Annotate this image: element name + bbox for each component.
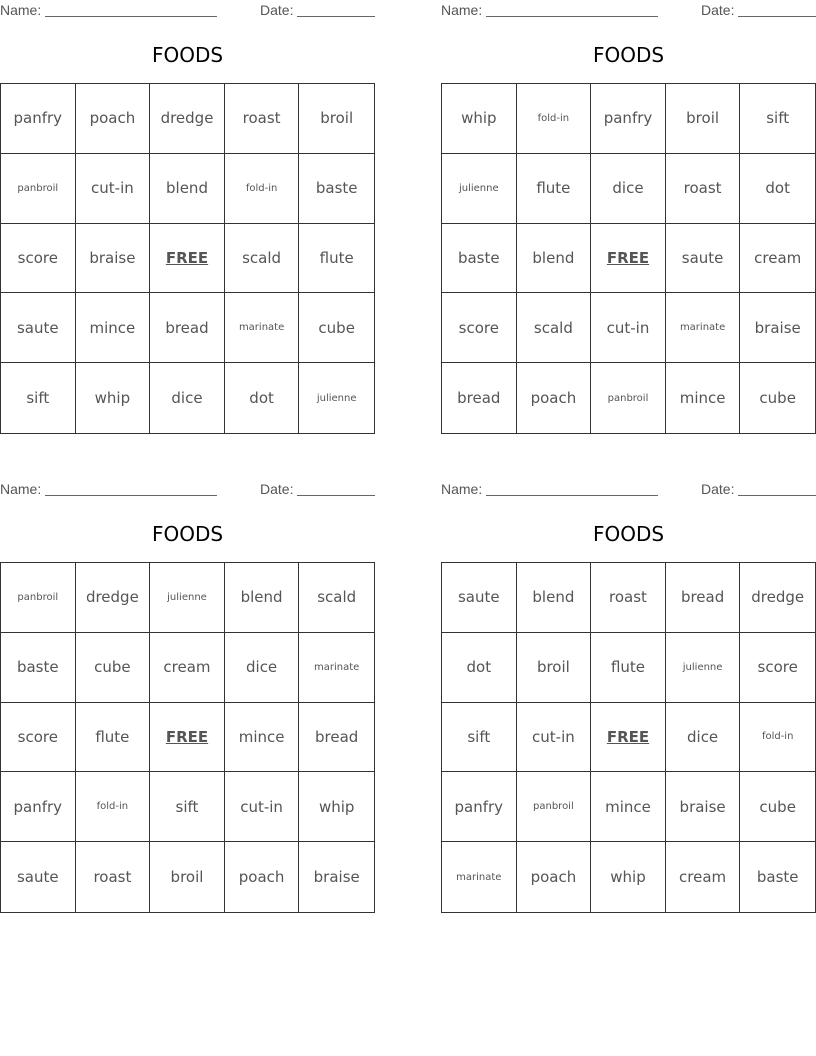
bingo-cell: blend: [517, 224, 592, 294]
bingo-cell: cube: [740, 772, 815, 842]
bingo-cell: flute: [76, 703, 151, 773]
bingo-cell: bread: [666, 563, 741, 633]
bingo-cell: cube: [76, 633, 151, 703]
bingo-cell: dredge: [150, 84, 225, 154]
bingo-cell: broil: [666, 84, 741, 154]
bingo-cell: score: [442, 293, 517, 363]
bingo-cell: roast: [591, 563, 666, 633]
bingo-cell: sift: [442, 703, 517, 773]
bingo-cell: dot: [225, 363, 300, 433]
bingo-cell: cream: [740, 224, 815, 294]
bingo-cell: roast: [225, 84, 300, 154]
bingo-cell: saute: [442, 563, 517, 633]
bingo-cell: poach: [76, 84, 151, 154]
free-space-cell: FREE: [591, 224, 666, 294]
card-title: FOODS: [592, 43, 665, 67]
bingo-cell: panbroil: [591, 363, 666, 433]
bingo-cell: dice: [591, 154, 666, 224]
free-space-cell: FREE: [150, 224, 225, 294]
bingo-cell: panfry: [442, 772, 517, 842]
bingo-cell: broil: [150, 842, 225, 912]
bingo-cell: broil: [299, 84, 374, 154]
name-field-line: [45, 16, 217, 17]
bingo-cell: bread: [299, 703, 374, 773]
bingo-card: [0, 479, 375, 919]
name-field-line: [486, 16, 658, 17]
bingo-card: [441, 0, 816, 440]
bingo-cell: whip: [591, 842, 666, 912]
date-field-line: [297, 495, 375, 496]
bingo-cell: marinate: [442, 842, 517, 912]
bingo-cell: cut-in: [517, 703, 592, 773]
card-header: [441, 479, 816, 501]
date-label: Date:: [260, 481, 294, 497]
bingo-cell: marinate: [299, 633, 374, 703]
bingo-cell: whip: [442, 84, 517, 154]
bingo-cell: blend: [225, 563, 300, 633]
bingo-cell: scald: [225, 224, 300, 294]
bingo-cell: poach: [517, 842, 592, 912]
date-label: Date:: [260, 2, 294, 18]
date-label: Date:: [701, 481, 735, 497]
free-space-cell: FREE: [150, 703, 225, 773]
bingo-cell: mince: [591, 772, 666, 842]
bingo-cell: poach: [517, 363, 592, 433]
bingo-cell: cut-in: [76, 154, 151, 224]
name-label: Name:: [441, 2, 483, 18]
card-title: FOODS: [151, 43, 224, 67]
bingo-cell: marinate: [666, 293, 741, 363]
bingo-cell: mince: [76, 293, 151, 363]
bingo-cell: bread: [442, 363, 517, 433]
bingo-cell: cube: [759, 389, 796, 408]
bingo-cell: flute: [517, 154, 592, 224]
name-field-line: [486, 495, 658, 496]
card-header: [0, 479, 375, 501]
bingo-cell: cream: [666, 842, 741, 912]
bingo-cell: dot: [740, 154, 815, 224]
bingo-cell: flute: [591, 633, 666, 703]
bingo-cell: fold-in: [76, 772, 151, 842]
bingo-cell: marinate: [225, 293, 300, 363]
bingo-grid: [0, 562, 375, 913]
bingo-cell: sift: [1, 363, 76, 433]
free-space-cell: FREE: [591, 703, 666, 773]
date-label: Date:: [701, 2, 735, 18]
bingo-grid: [0, 83, 375, 434]
bingo-cell: score: [1, 703, 76, 773]
bingo-cell: fold-in: [517, 84, 592, 154]
bingo-cell: mince: [666, 363, 741, 433]
bingo-cell: julienne: [316, 392, 357, 404]
bingo-cell: baste: [442, 224, 517, 294]
bingo-cell: panbroil: [1, 563, 76, 633]
date-field-line: [738, 16, 816, 17]
bingo-cell: saute: [1, 842, 76, 912]
bingo-cell: blend: [517, 563, 592, 633]
bingo-cell: panbroil: [1, 154, 76, 224]
bingo-cell: cream: [150, 633, 225, 703]
bingo-cell: blend: [150, 154, 225, 224]
bingo-cell: fold-in: [740, 703, 815, 773]
bingo-cell: braise: [666, 772, 741, 842]
name-label: Name:: [0, 481, 42, 497]
bingo-cell: mince: [225, 703, 300, 773]
bingo-grid: [441, 83, 816, 434]
bingo-cell: cut-in: [225, 772, 300, 842]
bingo-cell: roast: [666, 154, 741, 224]
card-title: FOODS: [592, 522, 665, 546]
name-label: Name:: [0, 2, 42, 18]
bingo-cell: cut-in: [591, 293, 666, 363]
bingo-cell: broil: [517, 633, 592, 703]
bingo-cell: panfry: [591, 84, 666, 154]
bingo-cell: baste: [756, 868, 799, 887]
bingo-card: [0, 0, 375, 440]
bingo-cell: braise: [740, 293, 815, 363]
card-header: [441, 0, 816, 22]
bingo-cell: baste: [299, 154, 374, 224]
bingo-grid: [441, 562, 816, 913]
bingo-cell: score: [1, 224, 76, 294]
bingo-cell: dice: [150, 363, 225, 433]
bingo-cell: whip: [76, 363, 151, 433]
bingo-cell: dot: [442, 633, 517, 703]
bingo-cell: dredge: [740, 563, 815, 633]
bingo-cell: braise: [313, 868, 360, 887]
name-field-line: [45, 495, 217, 496]
bingo-cell: dice: [666, 703, 741, 773]
bingo-cell: scald: [517, 293, 592, 363]
bingo-cell: saute: [1, 293, 76, 363]
bingo-cell: dice: [225, 633, 300, 703]
bingo-cell: saute: [666, 224, 741, 294]
bingo-cell: score: [740, 633, 815, 703]
date-field-line: [297, 16, 375, 17]
bingo-cell: dredge: [76, 563, 151, 633]
bingo-cell: roast: [76, 842, 151, 912]
bingo-cell: poach: [225, 842, 300, 912]
bingo-cell: panfry: [1, 84, 76, 154]
bingo-cell: baste: [1, 633, 76, 703]
bingo-cell: sift: [150, 772, 225, 842]
bingo-cell: cube: [299, 293, 374, 363]
bingo-cell: fold-in: [225, 154, 300, 224]
bingo-cell: panbroil: [517, 772, 592, 842]
name-label: Name:: [441, 481, 483, 497]
bingo-cell: panfry: [1, 772, 76, 842]
card-header: [0, 0, 375, 22]
bingo-cell: julienne: [666, 633, 741, 703]
bingo-cell: bread: [150, 293, 225, 363]
bingo-cell: julienne: [442, 154, 517, 224]
bingo-cell: flute: [299, 224, 374, 294]
bingo-cell: julienne: [150, 563, 225, 633]
bingo-cell: braise: [76, 224, 151, 294]
bingo-cell: scald: [299, 563, 374, 633]
bingo-card: [441, 479, 816, 919]
card-title: FOODS: [151, 522, 224, 546]
bingo-cell: sift: [740, 84, 815, 154]
bingo-cell: whip: [299, 772, 374, 842]
date-field-line: [738, 495, 816, 496]
